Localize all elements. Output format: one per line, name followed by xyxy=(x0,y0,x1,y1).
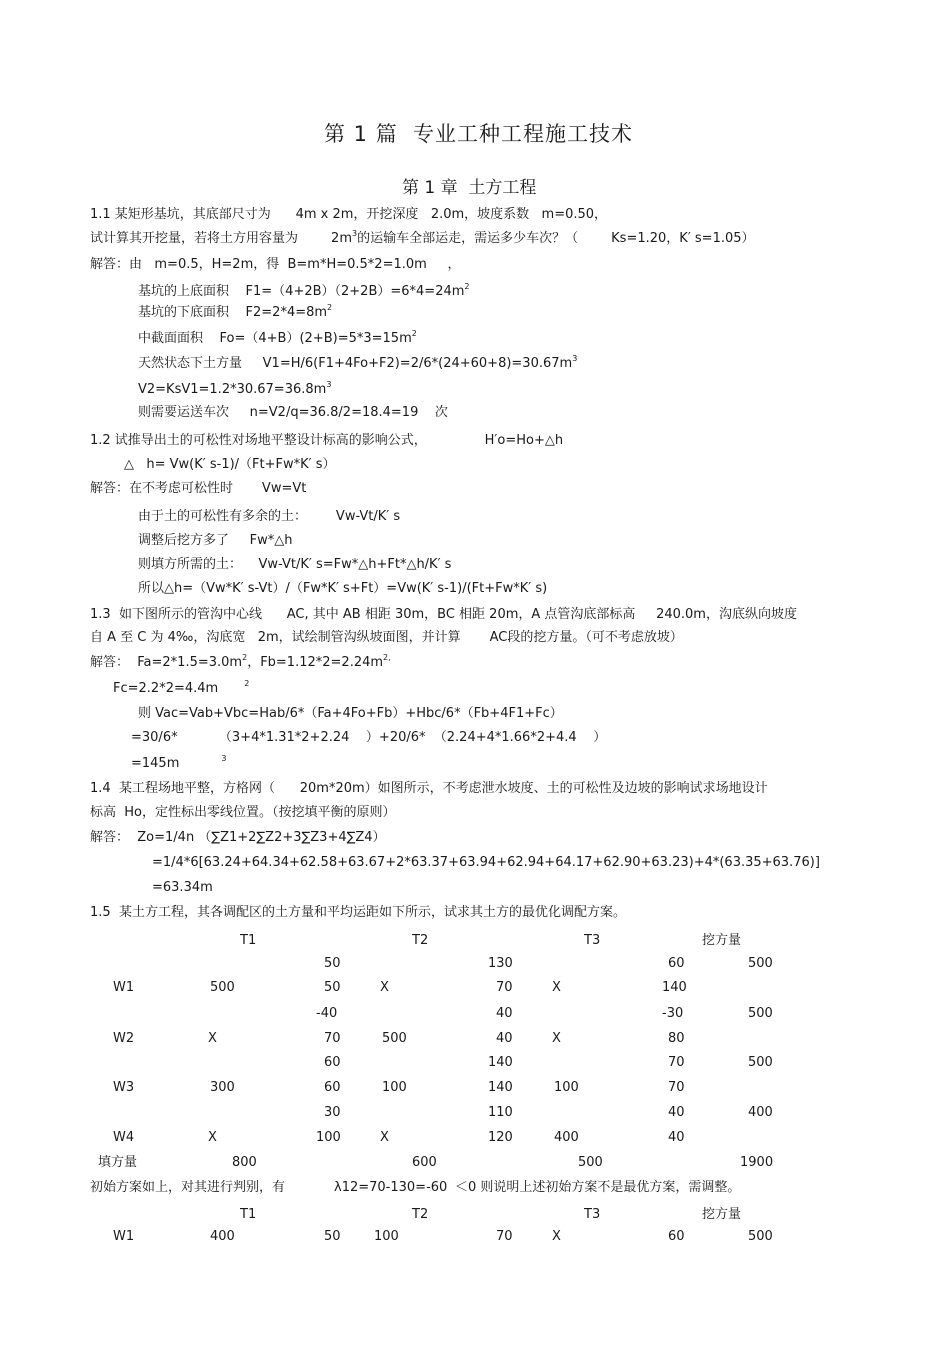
table-cell: 40 xyxy=(496,1006,513,1021)
table-row-label: 填方量 xyxy=(98,1155,138,1170)
table-cell: X xyxy=(380,1130,389,1145)
answer-1-3: 解答： $Fa=2*1.5=3.0m^2$，$Fb=1.12*2=2.24m^{2,}$ xyxy=(90,653,391,670)
table-header: 挖方量 xyxy=(702,933,742,948)
table-cell: 140 xyxy=(662,980,687,995)
table-row-label: W4 xyxy=(113,1130,135,1145)
problem-1-3-text-2: 自 A 至 C 为 4‰，沟底宽 2m，试绘制管沟纵坡面图，并计算 AC段的挖方量。（可不考虑放坡） xyxy=(90,630,683,645)
table-cell: 400 xyxy=(554,1130,579,1145)
answer-1-4: 解答： Zo=1/4n （∑Z1+2∑Z2+3∑Z3+4∑Z4） xyxy=(90,830,386,845)
table-cell: 500 xyxy=(382,1031,407,1046)
table-cell: 70 xyxy=(324,1031,341,1046)
answer-1-2: 解答：在不考虑可松性时 Vw=Vt xyxy=(90,481,307,496)
table-cell: 70 xyxy=(668,1055,685,1070)
table-row-label: W2 xyxy=(113,1031,135,1046)
table-cell: 140 xyxy=(488,1055,513,1070)
problem-1-2-text-2: △ h= Vw(K′ s-1)/（Ft+Fw*K′ s） xyxy=(124,457,336,472)
problem-1-4-text-2: 标高 Ho，定性标出零线位置。（按挖填平衡的原则） xyxy=(90,805,396,820)
problem-1-3-text: 1.3 如下图所示的管沟中心线 AC, 其中 AB 相距 30m，BC 相距 20m，A 点管沟底部标高 240.0m，沟底纵向坡度 xyxy=(90,607,797,622)
table-cell: 1900 xyxy=(740,1155,774,1170)
table-header: T3 xyxy=(584,1207,601,1222)
answer-1-2-line: 由于土的可松性有多余的土： Vw-Vt/K′ s xyxy=(138,509,401,524)
table-cell: 120 xyxy=(488,1130,513,1145)
table-cell: 100 xyxy=(382,1080,407,1095)
table-header: T1 xyxy=(240,1207,257,1222)
answer-1-1-line: 中截面面积 $Fo=(4+B)(2+B)=5*3=15m^2$ xyxy=(138,329,417,346)
table-cell: 60 xyxy=(668,1229,685,1244)
table-row-label: W1 xyxy=(113,980,135,995)
table-header: 挖方量 xyxy=(702,1207,742,1222)
table-cell: 60 xyxy=(324,1055,341,1070)
problem-1-2-text: 1.2 试推导出土的可松性对场地平整设计标高的影响公式， H′o=Ho+△h xyxy=(90,433,564,448)
page-title: 第 1 篇 专业工种工程施工技术 xyxy=(324,122,634,146)
table-cell: 30 xyxy=(324,1105,341,1120)
answer-1-2-line: 所以△h=（Vw*K′ s-Vt）/（Fw*K′ s+Ft）=Vw(K′ s-1)/(Ft+Fw*K′ s) xyxy=(138,581,548,596)
table-cell: 500 xyxy=(748,1229,773,1244)
table-cell: 500 xyxy=(210,980,235,995)
table-cell: X xyxy=(552,980,561,995)
table-cell: 80 xyxy=(668,1031,685,1046)
table-cell: X xyxy=(208,1130,217,1145)
problem-1-5-text: 1.5 某土方工程，其各调配区的土方量和平均运距如下所示，试求其土方的最优化调配方案。 xyxy=(90,905,626,920)
table-cell: 40 xyxy=(496,1031,513,1046)
answer-1-1-line: 则需要运送车次 n=V2/q=36.8/2=18.4=19 次 xyxy=(138,405,448,420)
table-cell: 100 xyxy=(374,1229,399,1244)
table-header: T2 xyxy=(412,933,429,948)
table-cell: -40 xyxy=(316,1006,338,1021)
judgment-formula: λ12=70-130=-60 xyxy=(334,1180,448,1195)
table-cell: 500 xyxy=(748,1006,773,1021)
table-cell: 60 xyxy=(324,1080,341,1095)
problem-1-4-text: 1.4 某工程场地平整，方格网（ 20m*20m）如图所示，不考虑泄水坡度、土的可松性及边坡的影响试求场地设计 xyxy=(90,781,768,796)
table-row-label: W3 xyxy=(113,1080,135,1095)
table-cell: -30 xyxy=(662,1006,684,1021)
answer-1-1-line: $V2=KsV1=1.2*30.67=36.8m^3$ xyxy=(138,380,332,397)
table-cell: 50 xyxy=(324,980,341,995)
table-cell: X xyxy=(380,980,389,995)
chapter-title: 第 1 章 土方工程 xyxy=(402,178,537,198)
table-cell: 70 xyxy=(496,1229,513,1244)
answer-1-1-line: 基坑的上底面积 $F1=(4+2B)(2+2B)=6*4=24m^2$ xyxy=(138,282,470,299)
table-cell: 600 xyxy=(412,1155,437,1170)
table-cell: 500 xyxy=(748,1055,773,1070)
answer-1-3-line: =145m $^3$ xyxy=(131,754,227,771)
answer-1-3-line: 则 Vac=Vab+Vbc=Hab/6*（Fa+4Fo+Fb）+Hbc/6*（Fb+4F1+Fc） xyxy=(138,706,563,721)
answer-1-1: 解答：由 m=0.5，H=2m，得 B=m*H=0.5*2=1.0m ， xyxy=(90,257,461,272)
table-cell: 60 xyxy=(668,956,685,971)
problem-1-1-text: 1.1 某矩形基坑，其底部尺寸为 4m x 2m，开挖深度 2.0m，坡度系数 m=0.50， xyxy=(90,207,608,222)
table-cell: X xyxy=(552,1229,561,1244)
table-cell: 100 xyxy=(554,1080,579,1095)
table-cell: 50 xyxy=(324,956,341,971)
table-cell: 400 xyxy=(748,1105,773,1120)
table-cell: 500 xyxy=(748,956,773,971)
answer-1-2-line: 调整后挖方多了 Fw*△h xyxy=(138,533,293,548)
table-cell: 50 xyxy=(324,1229,341,1244)
table-cell: 40 xyxy=(668,1130,685,1145)
answer-1-3-line: =30/6* （3+4*1.31*2+2.24 ）+20/6* （2.24+4*1.66*2+4.4 ） xyxy=(131,730,607,745)
answer-1-3-line: Fc=2.2*2=4.4m $^2$ xyxy=(113,679,250,696)
table-header: T3 xyxy=(584,933,601,948)
table-cell: 140 xyxy=(488,1080,513,1095)
table-cell: 70 xyxy=(668,1080,685,1095)
table-header: T1 xyxy=(240,933,257,948)
table-row-label: W1 xyxy=(113,1229,135,1244)
answer-1-4-line: =63.34m xyxy=(152,880,213,895)
table-cell: 400 xyxy=(210,1229,235,1244)
table-cell: 110 xyxy=(488,1105,513,1120)
answer-1-1-line: 天然状态下土方量 $V1=H/6(F1+4Fo+F2)=2/6*(24+60+8)=30.67m^3$ xyxy=(138,354,578,371)
table-header: T2 xyxy=(412,1207,429,1222)
answer-1-2-line: 则填方所需的土： Vw-Vt/K′ s=Fw*△h+Ft*△h/K′ s xyxy=(138,557,452,572)
table-cell: 70 xyxy=(496,980,513,995)
problem-1-1-text-2: 试计算其开挖量，若将土方用容量为 $2m^3$的运输车全部运走，需运多少车次？（ Ks=1.20，K′ s=1.05） xyxy=(90,229,755,246)
answer-1-1-line: 基坑的下底面积 $F2=2*4=8m^2$ xyxy=(138,303,333,320)
table-cell: 40 xyxy=(668,1105,685,1120)
answer-1-4-line: =1/4*6[63.24+64.34+62.58+63.67+2*63.37+63.94+62.94+64.17+62.90+63.23)+4*(63.35+63.76)] xyxy=(152,855,820,870)
table-cell: X xyxy=(208,1031,217,1046)
table-cell: 100 xyxy=(316,1130,341,1145)
judgment-conclusion: ＜0 则说明上述初始方案不是最优方案，需调整。 xyxy=(455,1180,741,1195)
table-cell: 800 xyxy=(232,1155,257,1170)
judgment-text: 初始方案如上，对其进行判别，有 xyxy=(90,1180,286,1195)
table-cell: 500 xyxy=(578,1155,603,1170)
table-cell: 130 xyxy=(488,956,513,971)
table-cell: 300 xyxy=(210,1080,235,1095)
table-cell: X xyxy=(552,1031,561,1046)
